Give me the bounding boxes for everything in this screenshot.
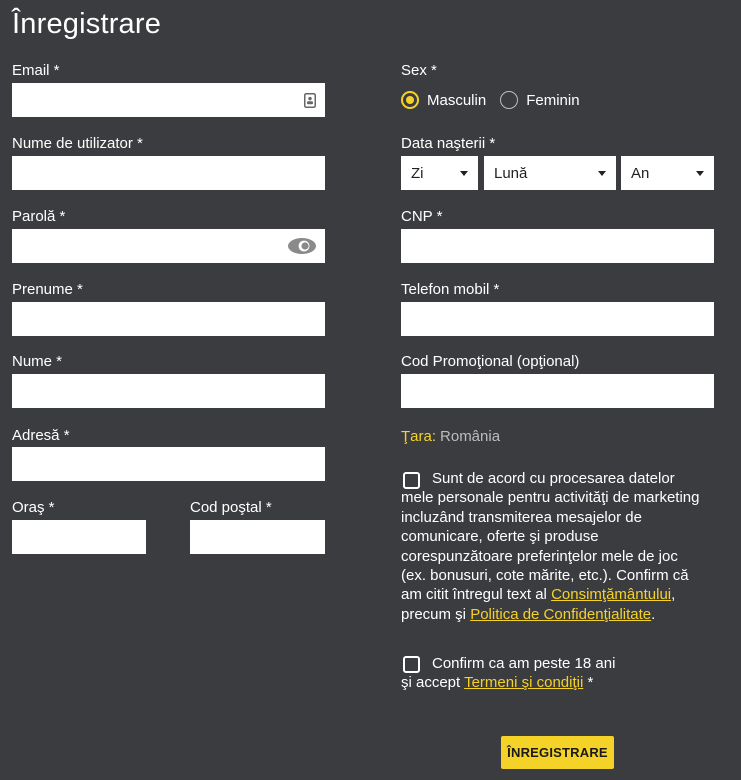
cnp-input[interactable]	[401, 229, 714, 263]
postal-code-label: Cod poştal *	[190, 499, 272, 516]
chevron-down-icon	[460, 171, 468, 176]
address-label: Adresă *	[12, 427, 70, 444]
radio-feminin-label[interactable]: Feminin	[526, 91, 580, 109]
email-input[interactable]	[12, 83, 325, 117]
radio-masculin-label[interactable]: Masculin	[427, 91, 487, 109]
year-select-value: An	[631, 164, 650, 182]
cnp-label: CNP *	[401, 208, 443, 225]
month-select[interactable]	[484, 156, 616, 190]
eye-icon[interactable]	[286, 237, 318, 255]
first-name-label: Prenume *	[12, 281, 83, 298]
city-label: Oraş *	[12, 499, 55, 516]
terms-link[interactable]: Termeni şi condiţii	[464, 674, 584, 692]
country-label: Ţara:	[401, 428, 437, 445]
day-select-value: Zi	[411, 164, 424, 182]
last-name-label: Nume *	[12, 353, 63, 370]
country-display	[401, 428, 500, 445]
day-select[interactable]	[401, 156, 478, 190]
marketing-consent-text: Sunt de acord cu procesarea datelor mele personale pentru activităţi de marketing incluzând transmiterea mesajelor de comunicare, oferte şi produse corespunzătoare preferinţelor mele de joc (ex. bonusuri, cote mărite, etc.). Confirm că am citit întregul text al Consimţământului, precum şi Politica de Confidenţialitate.	[401, 470, 700, 623]
last-name-input[interactable]	[12, 374, 325, 408]
contact-card-icon	[303, 92, 317, 108]
password-input[interactable]	[12, 229, 325, 263]
postal-code-input[interactable]	[190, 520, 325, 554]
address-input[interactable]	[12, 447, 325, 481]
city-input[interactable]	[12, 520, 146, 554]
sex-label: Sex *	[401, 62, 437, 79]
radio-feminin[interactable]	[500, 91, 518, 109]
privacy-policy-link[interactable]: Politica de Confidenţialitate	[470, 605, 652, 623]
sex-radio-group	[401, 91, 580, 109]
promo-code-input[interactable]	[401, 374, 714, 408]
chevron-down-icon	[598, 171, 606, 176]
promo-code-label: Cod Promoţional (opţional)	[401, 353, 580, 370]
password-label: Parolă *	[12, 208, 66, 225]
page-title: Înregistrare	[12, 8, 162, 40]
age-confirm-text: Confirm ca am peste 18 ani şi accept Termeni şi condiţii *	[401, 655, 616, 692]
username-label: Nume de utilizator *	[12, 135, 143, 152]
country-value: România	[440, 428, 501, 445]
chevron-down-icon	[696, 171, 704, 176]
year-select[interactable]	[621, 156, 714, 190]
email-label: Email *	[12, 62, 60, 79]
username-input[interactable]	[12, 156, 325, 190]
first-name-input[interactable]	[12, 302, 325, 336]
register-button[interactable]: ÎNREGISTRARE	[501, 736, 614, 769]
phone-label: Telefon mobil *	[401, 281, 500, 298]
month-select-value: Lună	[494, 164, 528, 182]
radio-masculin[interactable]	[401, 91, 419, 109]
consent-link[interactable]: Consimţământului	[551, 586, 672, 604]
birth-date-label: Data naşterii *	[401, 135, 496, 152]
phone-input[interactable]	[401, 302, 714, 336]
